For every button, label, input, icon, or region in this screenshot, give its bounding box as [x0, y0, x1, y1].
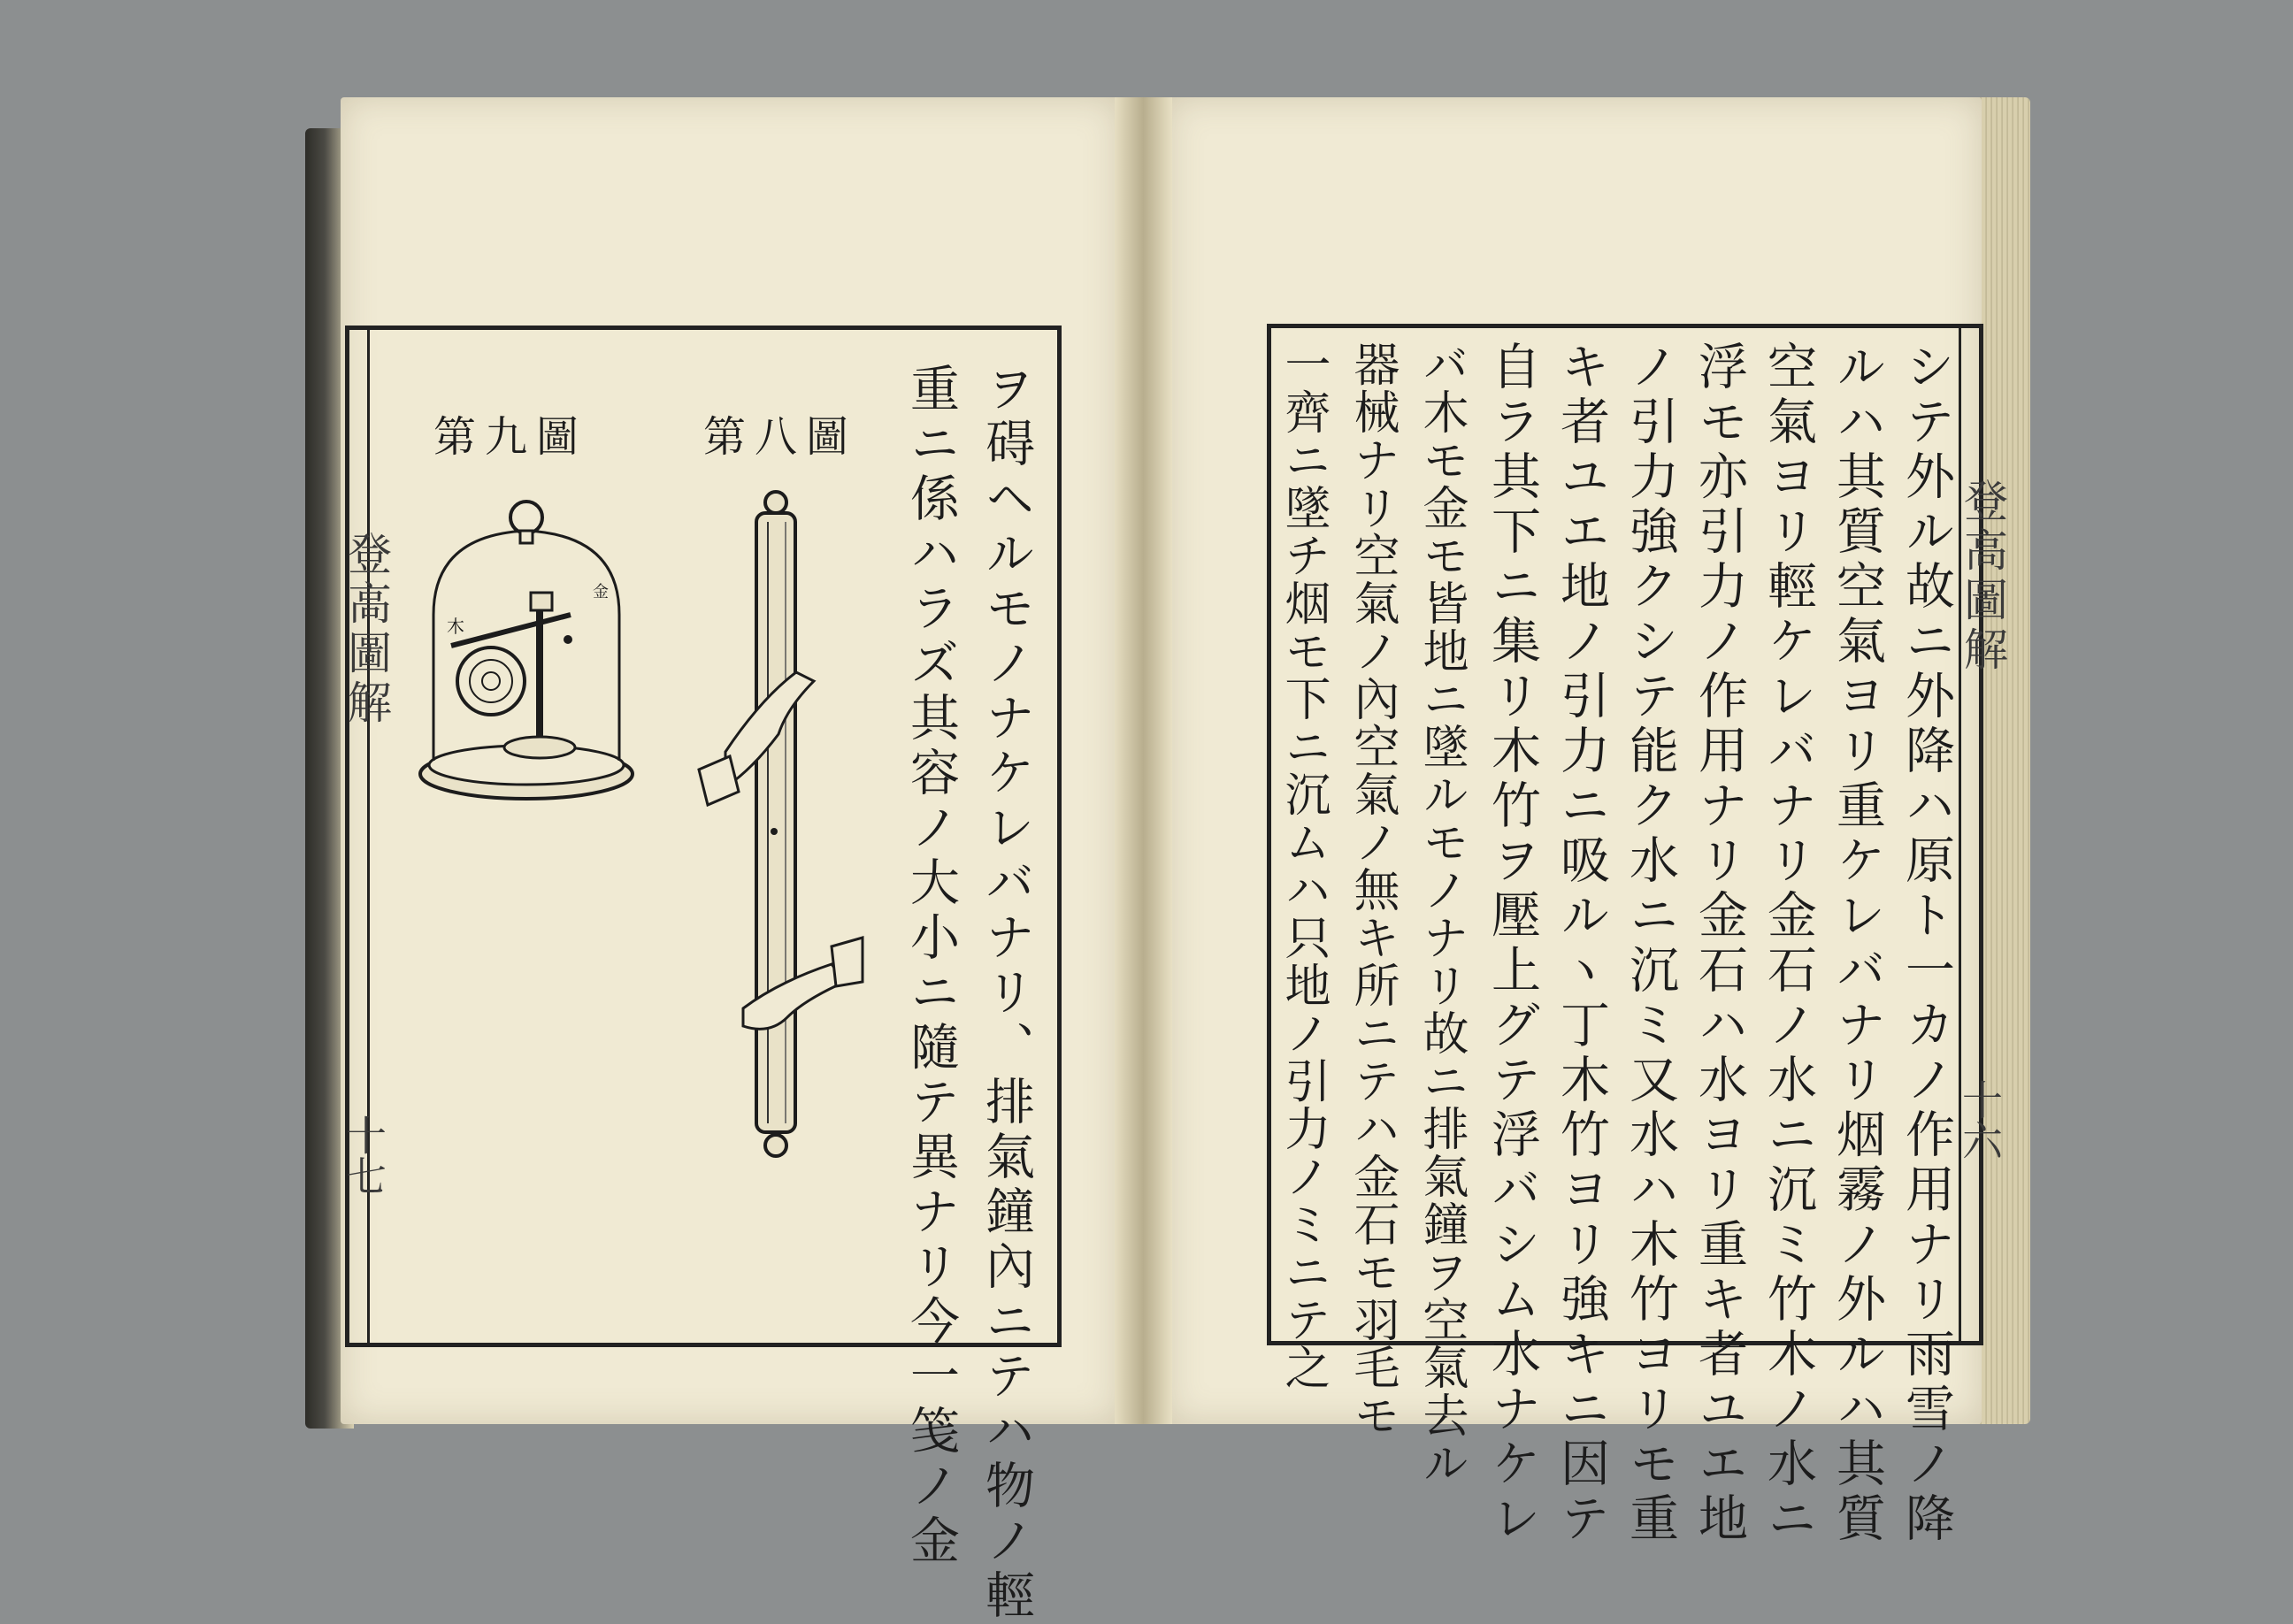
left-text-column-1: ヲ碍ヘルモノナケレバナリ、排氣鐘內ニテハ物ノ輕	[978, 363, 1035, 1624]
figure-label-wood: 木	[447, 616, 464, 637]
right-text-column-10: 一齊ニ墜チ烟モ下ニ沉ムハ只地ノ引力ノミニテ之	[1277, 341, 1330, 1391]
right-text-column-5: ノ引力強クシテ能ク水ニ沉ミ又水ハ木竹ヨリモ重	[1622, 341, 1679, 1547]
right-text-column-8: バ木モ金モ皆地ニ墜ルモノナリ故ニ排氣鐘ヲ空氣去ル	[1415, 341, 1468, 1487]
right-page-number: 十六	[1956, 1079, 2004, 1161]
right-text-column-4: 浮モ亦引力ノ作用ナリ金石ハ水ヨリ重キ者ユエ地	[1691, 341, 1748, 1547]
right-text-column-1: シテ外ル故ニ外降ハ原ト一カノ作用ナリ雨雪ノ降	[1898, 341, 1955, 1547]
figure-8-tube-illustration	[690, 486, 867, 1194]
left-edge-title: 登高圖解	[341, 531, 392, 729]
right-text-column-3: 空氣ヨリ輕ケレバナリ金石ノ水ニ沉ミ竹木ノ水ニ	[1760, 341, 1817, 1547]
right-text-column-2: ルハ其質空氣ヨリ重ケレバナリ烟霧ノ外ルハ其質	[1829, 341, 1886, 1547]
right-text-column-9: 器械ナリ空氣ノ內空氣ノ無キ所ニテハ金石モ羽毛モ	[1346, 341, 1399, 1439]
figure-9-caption: 第九圖	[433, 412, 588, 462]
page-edges-right	[1977, 97, 2030, 1424]
right-text-column-6: キ者ユエ地ノ引力ニ吸ルヽ丁木竹ヨリ強キニ因テ	[1553, 341, 1610, 1547]
figure-8-caption: 第八圖	[703, 412, 858, 462]
figure-label-metal: 金	[593, 583, 609, 601]
right-edge-title: 登高圖解	[1957, 478, 2008, 676]
right-text-column-7: 自ラ其下ニ集リ木竹ヲ壓上グテ浮バシム水ナケレ	[1484, 341, 1541, 1547]
book-gutter	[1115, 97, 1172, 1424]
left-text-column-2: 重ニ係ハラズ其容ノ大小ニ隨テ異ナリ今一笺ノ金	[902, 363, 960, 1569]
left-page-number: 十七	[340, 1115, 387, 1196]
figure-9-bell-jar-illustration	[407, 491, 646, 809]
